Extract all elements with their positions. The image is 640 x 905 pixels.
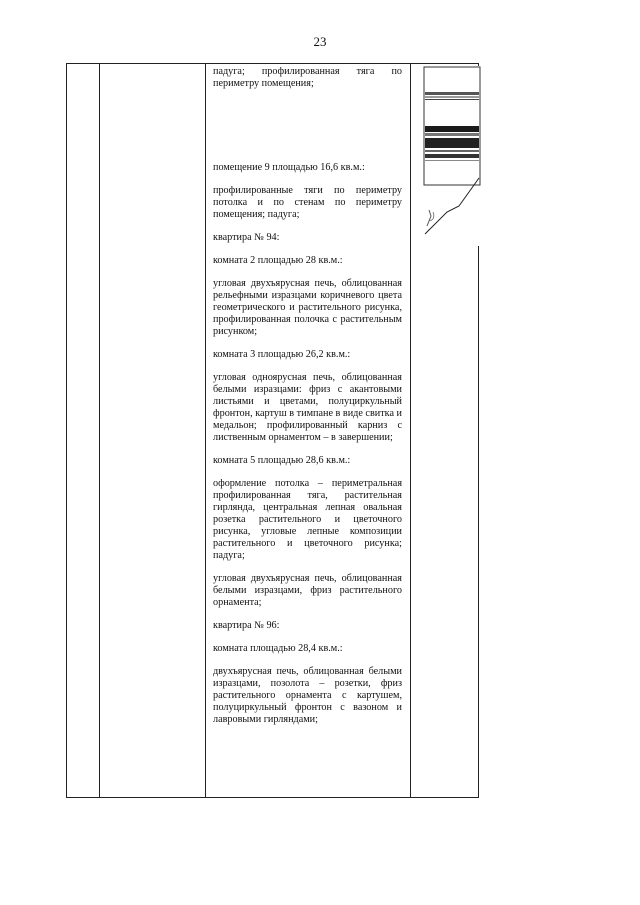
- paragraph: квартира № 96:: [213, 620, 280, 631]
- paragraph: комната 2 площадью 28 кв.м.:: [213, 255, 343, 266]
- paragraph: квартира № 94:: [213, 232, 280, 243]
- paragraph: комната 3 площадью 26,2 кв.м.:: [213, 349, 351, 360]
- paragraph: помещение 9 площадью 16,6 кв.м.:: [213, 162, 365, 173]
- paragraph: профилированные тяги по периметру потолка и по стенам по периметру помещения; падуга;: [213, 185, 402, 220]
- page-number: 23: [313, 34, 327, 49]
- paragraph: оформление потолка – периметральная профилированная тяга, растительная гирлянда, центральная лепная овальная розетка растительного и цветочного рисунка, угловые лепные композиции растительного и цветочного рисунка; падуга;: [213, 478, 402, 561]
- description-column: [213, 66, 402, 726]
- paragraph: угловая двухъярусная печь, облицованная белыми изразцами, фриз растительного орнамента;: [213, 573, 402, 608]
- paragraph: комната площадью 28,4 кв.м.:: [213, 643, 343, 654]
- paragraph: угловая двухъярусная печь, облицованная рельефными изразцами коричневого цвета геометрического и растительного рисунка, профилированная полочка с растительным рисунком;: [213, 278, 402, 337]
- column-divider: [410, 64, 411, 797]
- photo-cell: [423, 66, 481, 246]
- paragraph: комната 5 площадью 28,6 кв.м.:: [213, 455, 351, 466]
- paragraph: угловая одноярусная печь, облицованная белыми изразцами: фриз с акантовыми листьями и цветами, полуциркульный фронтон, картуш в тимпане в виде свитка и медальон; профилированный карниз с лиственным орнаментом – в завершении;: [213, 372, 402, 443]
- paragraph: падуга; профилированная тяга по периметру помещения;: [213, 66, 402, 89]
- ceiling-cornice-photo: [423, 66, 481, 246]
- column-divider: [205, 64, 206, 797]
- column-divider: [99, 64, 100, 797]
- paragraph: двухъярусная печь, облицованная белыми изразцами, позолота – розетки, фриз растительного орнамента с картушем, полуциркульный фронтон с вазоном и лавровыми гирляндами;: [213, 666, 402, 725]
